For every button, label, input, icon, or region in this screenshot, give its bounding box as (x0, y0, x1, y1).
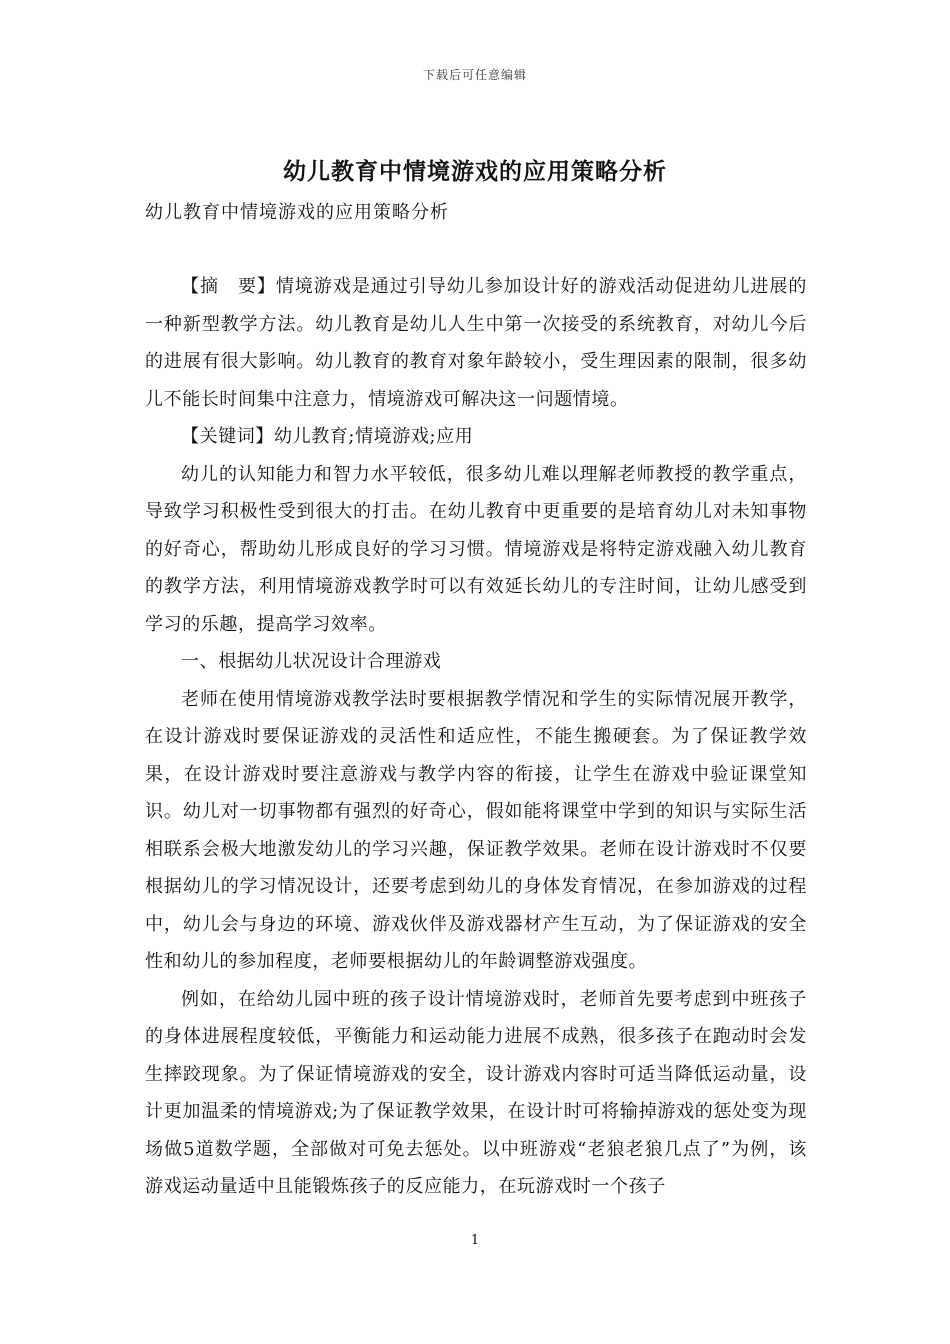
document-body (145, 268, 807, 1206)
section-heading: 一、根据幼儿状况设计合理游戏 (181, 651, 442, 672)
body-paragraph: 例如，在给幼儿园中班的孩子设计情境游戏时，老师首先要考虑到中班孩子的身体进展程度较低，平衡能力和运动能力进展不成熟，很多孩子在跑动时会发生摔跤现象。为了保证情境游戏的安全，设计游戏内容时可适当降低运动量，设计更加温柔的情境游戏;为了保证教学效果，在设计时可将输掉游戏的惩处变为现场做5道数学题，全部做对可免去惩处。以中班游戏“老狼老狼几点了”为例，该游戏运动量适中且能锻炼孩子的反应能力，在玩游戏时一个孩子 (145, 988, 807, 1197)
abstract-paragraph: 【摘 要】情境游戏是通过引导幼儿参加设计好的游戏活动促进幼儿进展的一种新型教学方法。幼儿教育是幼儿人生中第一次接受的系统教育，对幼儿今后的进展有很大影响。幼儿教育的教育对象年龄较小，受生理因素的限制，很多幼儿不能长时间集中注意力，情境游戏可解决这一问题情境。 (145, 276, 807, 410)
document-title: 幼儿教育中情境游戏的应用策略分析 (283, 158, 667, 185)
page-number: 1 (470, 1233, 480, 1248)
keywords-paragraph: 【关键词】幼儿教育;情境游戏;应用 (181, 426, 474, 447)
body-paragraph: 老师在使用情境游戏教学法时要根据教学情况和学生的实际情况展开教学，在设计游戏时要保证游戏的灵活性和适应性，不能生搬硬套。为了保证教学效果，在设计游戏时要注意游戏与教学内容的衔接，让学生在游戏中验证课堂知识。幼儿对一切事物都有强烈的好奇心，假如能将课堂中学到的知识与实际生活相联系会极大地激发幼儿的学习兴趣，保证教学效果。老师在设计游戏时不仅要根据幼儿的学习情况设计，还要考虑到幼儿的身体发育情况，在参加游戏的过程中，幼儿会与身边的环境、游戏伙伴及游戏器材产生互动，为了保证游戏的安全性和幼儿的参加程度，老师要根据幼儿的年龄调整游戏强度。 (145, 688, 807, 972)
document-subtitle: 幼儿教育中情境游戏的应用策略分析 (145, 202, 449, 223)
intro-paragraph: 幼儿的认知能力和智力水平较低，很多幼儿难以理解老师教授的教学重点，导致学习积极性受到很大的打击。在幼儿教育中更重要的是培育幼儿对未知事物的好奇心，帮助幼儿形成良好的学习习惯。情境游戏是将特定游戏融入幼儿教育的教学方法，利用情境游戏教学时可以有效延长幼儿的专注时间，让幼儿感受到学习的乐趣，提高学习效率。 (145, 463, 807, 635)
page-header-note: 下载后可任意编辑 (422, 68, 527, 82)
